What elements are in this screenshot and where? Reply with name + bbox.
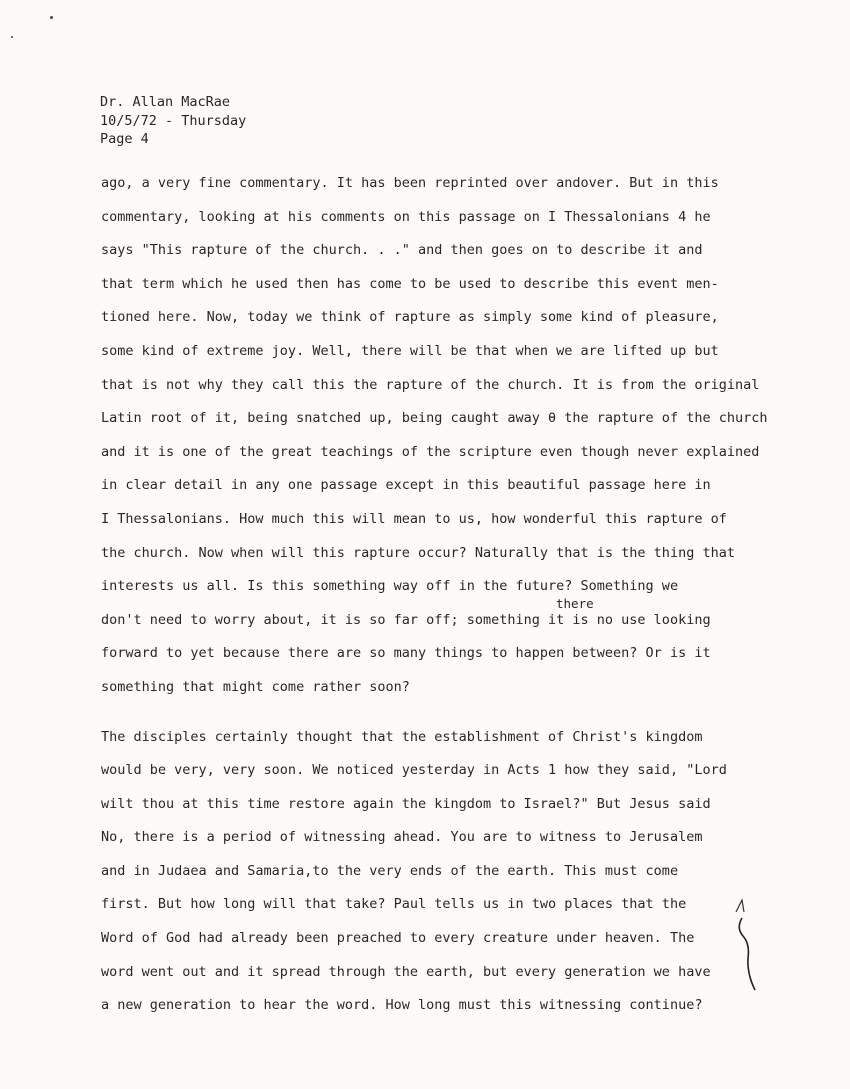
text-line: The disciples certainly thought that the establishment of Christ's kingdom: [101, 728, 703, 745]
page-number: Page 4: [100, 131, 149, 147]
text-line: in clear detail in any one passage except in this beautiful passage here in: [101, 477, 711, 494]
stray-mark: [50, 16, 53, 19]
text-line: I Thessalonians. How much this will mean to us, how wonderful this rapture of: [101, 510, 727, 527]
text-line: wilt thou at this time restore again the kingdom to Israel?" But Jesus said: [101, 795, 711, 812]
text-line: that is not why they call this the rapture of the church. It is from the original: [101, 376, 760, 393]
text-line: and it is one of the great teachings of the scripture even though never explained: [101, 443, 760, 460]
text-line: interests us all. Is this something way off in the future? Something we: [101, 578, 679, 595]
text-line: don't need to worry about, it is so far off; something it is no use looking: [101, 611, 711, 628]
text-line: word went out and it spread through the earth, but every generation we have: [101, 963, 711, 980]
text-line: would be very, very soon. We noticed yesterday in Acts 1 how they said, "Lord: [101, 762, 727, 779]
typed-insertion: there: [556, 596, 594, 611]
text-line: some kind of extreme joy. Well, there will be that when we are lifted up but: [101, 342, 719, 359]
text-line: something that might come rather soon?: [101, 678, 410, 695]
text-line: tioned here. Now, today we think of rapture as simply some kind of pleasure,: [101, 309, 719, 326]
paragraph-gap: [101, 711, 801, 727]
text-line: the church. Now when will this rapture occur? Naturally that is the thing that: [101, 544, 735, 561]
text-line: says "This rapture of the church. . ." and then goes on to describe it and: [101, 242, 703, 259]
text-line: a new generation to hear the word. How long must this witnessing continue?: [101, 997, 703, 1014]
text-line: that term which he used then has come to be used to describe this event men-: [101, 275, 719, 292]
text-line: Word of God had already been preached to every creature under heaven. The: [101, 930, 695, 947]
document-header: [100, 93, 246, 149]
text-line: ago, a very fine commentary. It has been reprinted over andover. But in this: [101, 175, 719, 191]
stray-mark: [11, 36, 13, 38]
text-line: first. But how long will that take? Paul tells us in two places that the: [101, 896, 687, 913]
margin-bracket-icon: [732, 898, 762, 994]
text-line: forward to yet because there are so many things to happen between? Or is it: [101, 645, 711, 662]
text-line: No, there is a period of witnessing ahead. You are to witness to Jerusalem: [101, 829, 703, 846]
date-line: 10/5/72 - Thursday: [100, 112, 247, 129]
text-line: and in Judaea and Samaria,to the very ends of the earth. This must come: [101, 862, 679, 879]
text-line: Latin root of it, being snatched up, being caught away θ the rapture of the church: [101, 410, 768, 427]
body-text: [101, 173, 801, 1029]
author-line: Dr. Allan MacRae: [100, 94, 231, 110]
text-line: commentary, looking at his comments on this passage on I Thessalonians 4 he: [101, 208, 711, 225]
